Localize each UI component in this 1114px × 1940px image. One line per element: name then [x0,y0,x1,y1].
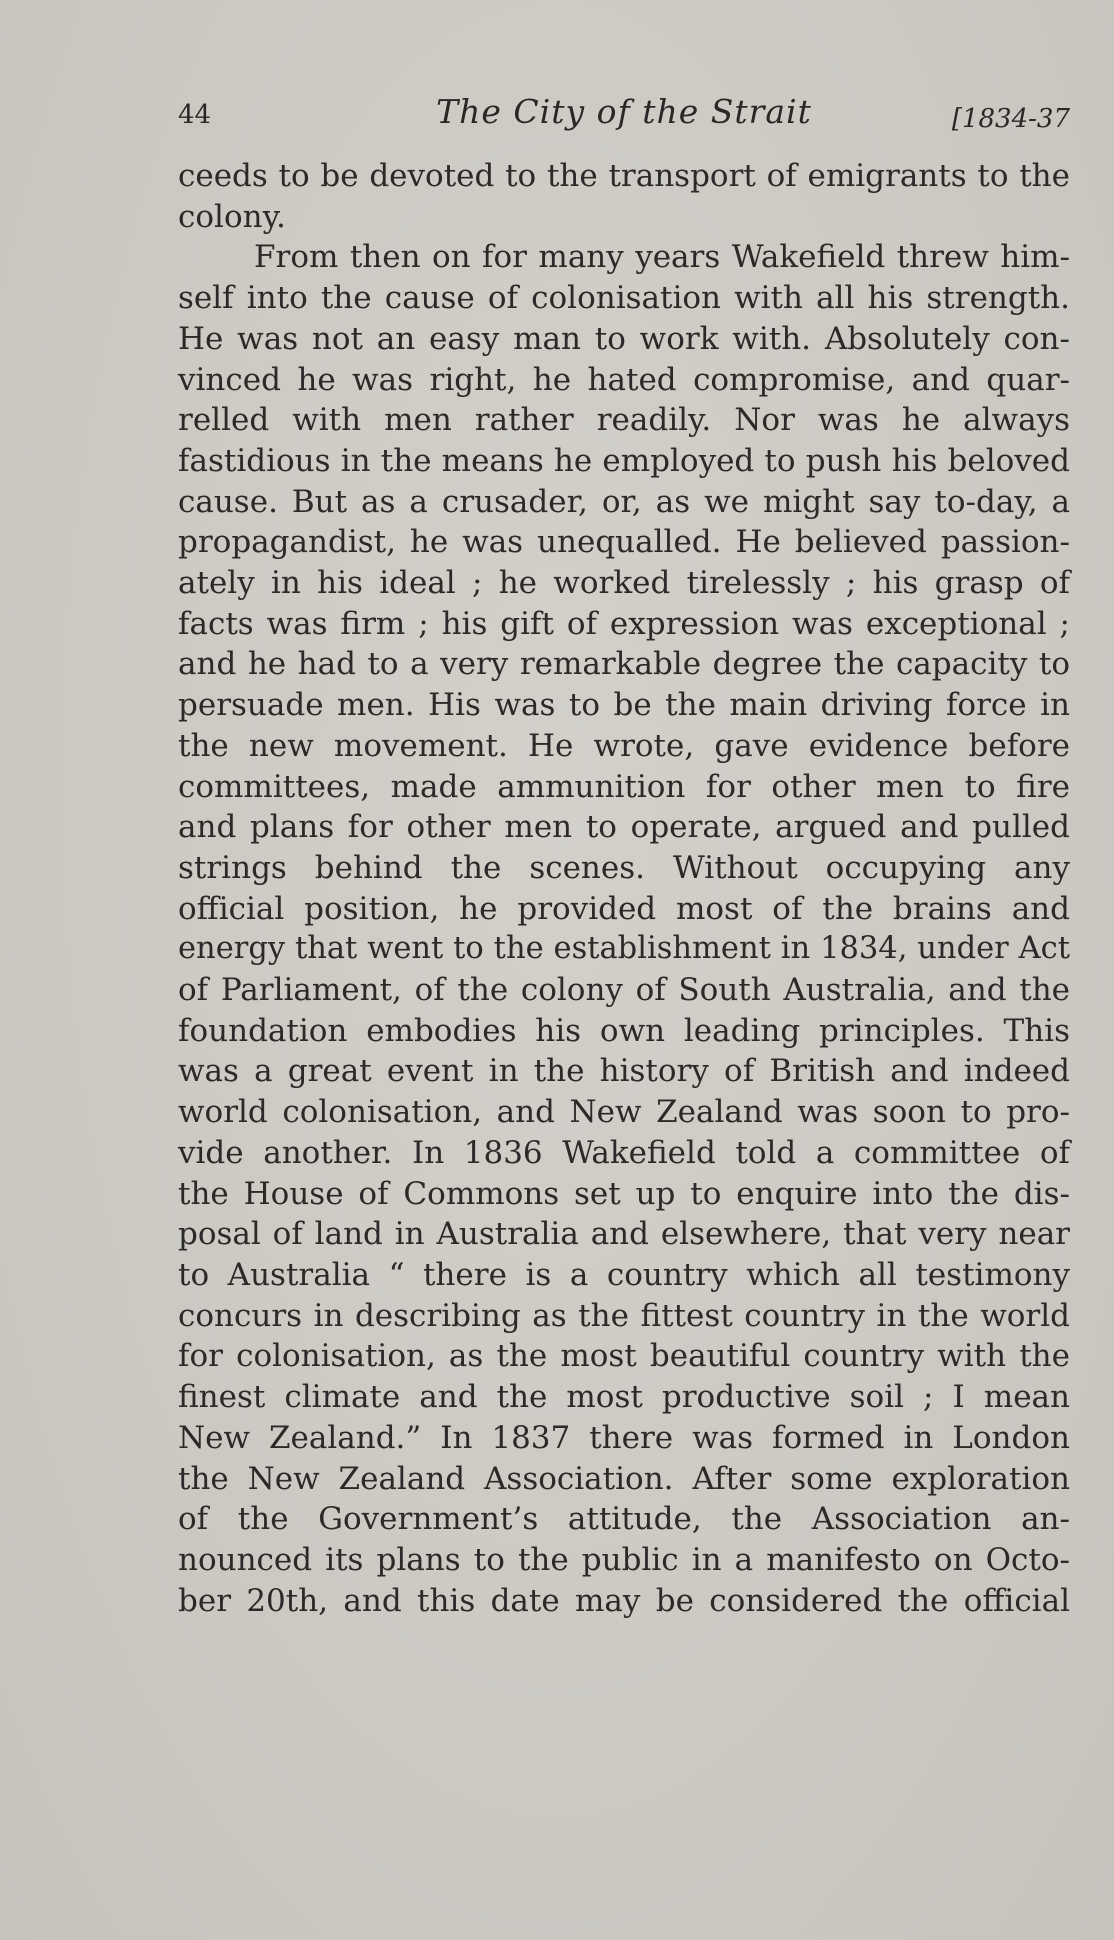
text-line: official position, he provided most of the brains and [178,890,1070,927]
text-line: vinced he was right, he hated compromise, and quar- [178,361,1070,398]
text-line: cause. But as a crusader, or, as we might say to-day, a [178,483,1070,520]
text-line: the House of Commons set up to enquire into the dis- [178,1175,1070,1212]
text-line: relled with men rather readily. Nor was he always [178,402,1070,439]
text-line: propagandist, he was unequalled. He believed passion- [178,524,1070,561]
text-line: the new movement. He wrote, gave evidence before [178,727,1070,764]
text-line: of Parliament, of the colony of South Australia, and the [178,972,1070,1009]
paragraph-1 [178,156,1070,237]
text-line: persuade men. His was to be the main driving force in [178,687,1070,724]
text-line: He was not an easy man to work with. Absolutely con- [178,320,1070,357]
text-line: for colonisation, as the most beautiful country with the [178,1338,1070,1375]
paragraph-2 [178,237,1070,1621]
text-line: ceeds to be devoted to the transport of emigrants to the [178,158,1070,194]
text-line: foundation embodies his own leading principles. This [178,1012,1070,1049]
text-line: to Australia “ there is a country which all testimony [178,1256,1070,1293]
text-line: finest climate and the most productive soil ; I mean [178,1379,1070,1416]
body-text [178,156,1070,1621]
text-line: the New Zealand Association. After some exploration [178,1460,1070,1497]
text-line: and he had to a very remarkable degree the capacity to [178,646,1070,683]
text-line: vide another. In 1836 Wakefield told a committee of [178,1134,1070,1171]
text-line: facts was firm ; his gift of expression was exceptional ; [178,605,1070,642]
text-line: nounced its plans to the public in a manifesto on Octo- [178,1541,1070,1578]
text-line: posal of land in Australia and elsewhere, that very near [178,1216,1070,1253]
running-title: The City of the Strait [436,92,812,131]
text-line: energy that went to the establishment in 1834, under Act [178,931,1070,967]
text-line: concurs in describing as the fittest country in the world [178,1297,1070,1334]
text-line: strings behind the scenes. Without occupying any [178,849,1070,886]
text-line: committees, made ammunition for other men to fire [178,768,1070,805]
text-line: ately in his ideal ; he worked tirelessly ; his grasp of [178,565,1070,602]
text-line: was a great event in the history of British and indeed [178,1053,1070,1090]
text-line: fastidious in the means he employed to push his beloved [178,442,1070,479]
running-head [178,92,1070,142]
page-number: 44 [178,100,212,130]
date-range: [1834-37 [951,104,1070,134]
text-line: and plans for other men to operate, argued and pulled [178,809,1070,846]
text-line: world colonisation, and New Zealand was soon to pro- [178,1094,1070,1131]
text-line: of the Government’s attitude, the Association an- [178,1501,1070,1538]
text-line: colony. [178,198,286,235]
text-line: ber 20th, and this date may be considered the official [178,1582,1070,1619]
text-line: New Zealand.” In 1837 there was formed in London [178,1419,1070,1456]
text-line: self into the cause of colonisation with all his strength. [178,280,1070,317]
text-line: From then on for many years Wakefield threw him- [254,239,1070,276]
